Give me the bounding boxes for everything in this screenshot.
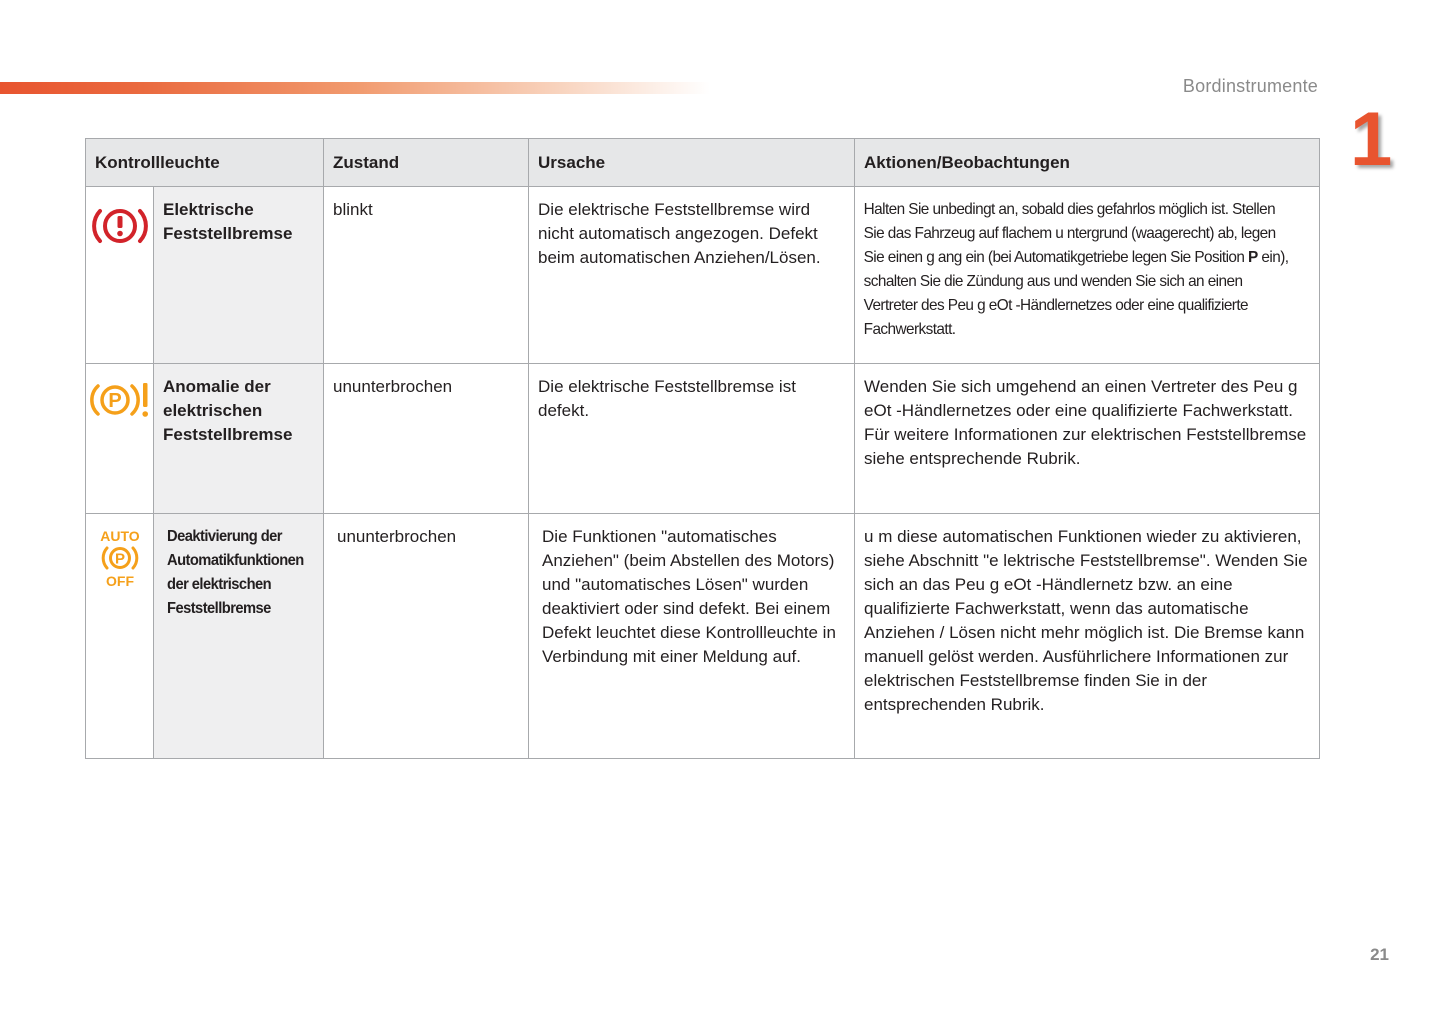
cause-cell <box>529 364 855 514</box>
action-cell <box>855 514 1320 759</box>
column-header-ursache: Ursache <box>529 139 855 187</box>
icon-cell <box>86 364 154 514</box>
warning-name-cell <box>154 187 324 364</box>
parking-brake-red-warning-icon <box>91 202 149 250</box>
state-cell <box>324 364 529 514</box>
warning-state: ununterbrochen <box>333 377 453 396</box>
warning-name: Anomalie der elektrischen Feststellbremse <box>163 377 293 444</box>
svg-text:P: P <box>107 390 122 412</box>
warning-name-line: Feststellbremse <box>167 600 271 617</box>
state-cell <box>324 514 529 759</box>
column-header-kontrollleuchte: Kontrollleuchte <box>86 139 324 187</box>
warning-action: Wenden Sie sich umgehend an einen Vertreter des Peu g eOt -Händlernetzes oder eine qualifizierte Fachwerkstatt. Für weitere Informationen zur elektrischen Feststellbremse siehe entsprechende Rubrik. <box>864 377 1307 468</box>
action-text-part1: Halten Sie unbedingt an, sobald dies gefahrlos möglich ist. Stellen Sie das Fahrzeug auf flachem u ntergrund (waagerecht) ab, legen Sie einen g ang ein (bei Automatikgetriebe legen Sie Position <box>863 201 1276 266</box>
warning-name <box>154 514 323 621</box>
warning-cause: Die Funktionen "automatisches Anziehen" (beim Abstellen des Motors) und "automatisches Lösen" wurden deaktiviert oder sind defekt. Bei einem Defekt leuchtet diese Kontrollleuchte in Verbindung mit einer Meldung auf. <box>542 527 836 666</box>
table-header-row <box>86 139 1320 187</box>
header-accent-bar <box>0 82 710 94</box>
icon-text-auto: AUTO <box>99 528 140 544</box>
warning-name-line: der elektrischen <box>167 576 272 593</box>
warning-action: u m diese automatischen Funktionen wieder zu aktivieren, siehe Abschnitt "e lektrische Feststellbremse". Wenden Sie sich an das Peu g eOt -Händlernetz bzw. an eine qualifizierte Fachwerkstatt, wenn das automatische Anziehen / Lösen nicht mehr möglich ist. Die Bremse kann manuell gelöst werden. Ausführlichere Informationen zur elektrischen Feststellbremse finden Sie in der entsprechenden Rubrik. <box>864 527 1308 714</box>
warning-name: Elektrische Feststellbremse <box>163 200 293 243</box>
icon-text-p: P <box>114 550 125 568</box>
page-number: 21 <box>1370 945 1389 964</box>
table-row <box>86 364 1320 514</box>
warning-name-cell <box>154 514 324 759</box>
table-row <box>86 514 1320 759</box>
warning-state: ununterbrochen <box>337 527 457 546</box>
warning-state: blinkt <box>333 200 373 219</box>
chapter-number: 1 <box>1350 97 1393 182</box>
action-cell <box>855 364 1320 514</box>
action-cell <box>855 187 1320 364</box>
warning-lights-table <box>85 138 1320 759</box>
icon-text-off: OFF <box>105 573 134 589</box>
column-header-zustand: Zustand <box>324 139 529 187</box>
section-title: Bordinstrumente <box>1182 76 1318 96</box>
auto-p-off-orange-icon <box>94 528 146 590</box>
warning-cause: Die elektrische Feststellbremse ist defekt. <box>538 377 796 420</box>
warning-name-cell <box>154 364 324 514</box>
column-header-aktionen: Aktionen/Beobachtungen <box>855 139 1320 187</box>
icon-cell <box>86 514 154 759</box>
action-text-bold: P <box>1248 249 1258 266</box>
table-row <box>86 187 1320 364</box>
warning-cause: Die elektrische Feststellbremse wird nicht automatisch angezogen. Defekt beim automatischen Anziehen/Lösen. <box>538 200 821 267</box>
cause-cell <box>529 187 855 364</box>
icon-cell <box>86 187 154 364</box>
parking-brake-fault-orange-icon <box>89 379 151 421</box>
warning-action <box>855 187 1300 342</box>
warning-name-line: Automatikfunktionen <box>167 552 304 569</box>
cause-cell <box>529 514 855 759</box>
state-cell <box>324 187 529 364</box>
action-text-part2: ein), schalten Sie die Zündung aus und wenden Sie sich an einen Vertreter des Peu g eOt -Händlernetzes oder eine qualifizierte Fachwerkstatt. <box>863 249 1289 338</box>
warning-name-line: Deaktivierung der <box>167 528 282 545</box>
